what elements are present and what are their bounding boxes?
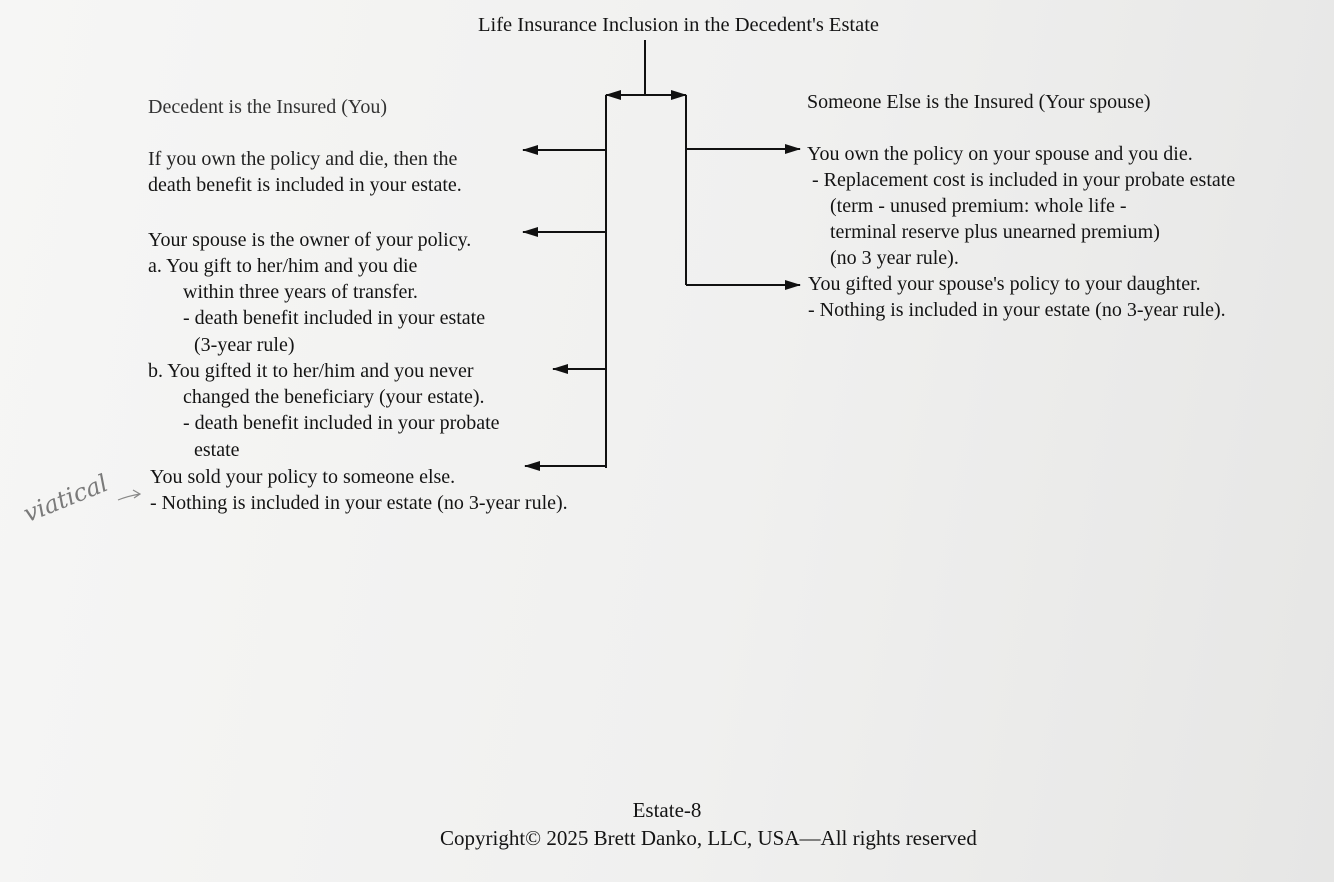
diagram-title: Life Insurance Inclusion in the Decedent's Estate	[478, 14, 880, 36]
left-block2a-line2: within three years of transfer.	[183, 281, 418, 303]
left-block2b-line3: - death benefit included in your probate	[183, 412, 500, 434]
left-block1-line1: If you own the policy and die, then the	[148, 148, 458, 170]
right-block1-line1: You own the policy on your spouse and you die.	[807, 143, 1193, 165]
left-block2a-line1: a. You gift to her/him and you die	[148, 255, 418, 277]
copyright: Copyright© 2025 Brett Danko, LLC, USA—All rights reserved	[440, 826, 977, 850]
left-block2b-line2: changed the beneficiary (your estate).	[183, 386, 485, 408]
left-block2b-line1: b. You gifted it to her/him and you never	[148, 360, 474, 382]
handwritten-note: viatical	[19, 468, 112, 528]
left-heading: Decedent is the Insured (You)	[148, 96, 388, 118]
left-block3-line2: - Nothing is included in your estate (no 3-year rule).	[150, 492, 568, 514]
left-block2a-line3: - death benefit included in your estate	[183, 307, 486, 329]
left-block2-line1: Your spouse is the owner of your policy.	[148, 229, 472, 251]
handwritten-arrow-icon	[118, 490, 140, 500]
left-block1-line2: death benefit is included in your estate.	[148, 174, 462, 196]
right-block1-line4: terminal reserve plus unearned premium)	[830, 221, 1160, 243]
right-block1-line2: - Replacement cost is included in your probate estate	[812, 169, 1236, 191]
right-block2-line2: - Nothing is included in your estate (no 3-year rule).	[808, 299, 1226, 321]
page-label: Estate-8	[632, 798, 702, 822]
left-block3-line1: You sold your policy to someone else.	[150, 466, 456, 488]
right-block2-line1: You gifted your spouse's policy to your daughter.	[808, 273, 1201, 295]
left-block2a-line4: (3-year rule)	[194, 334, 295, 356]
right-block1-line3: (term - unused premium: whole life -	[830, 195, 1127, 217]
left-block2b-line4: estate	[194, 439, 240, 461]
right-heading: Someone Else is the Insured (Your spouse)	[807, 91, 1151, 113]
right-block1-line5: (no 3 year rule).	[830, 247, 959, 269]
